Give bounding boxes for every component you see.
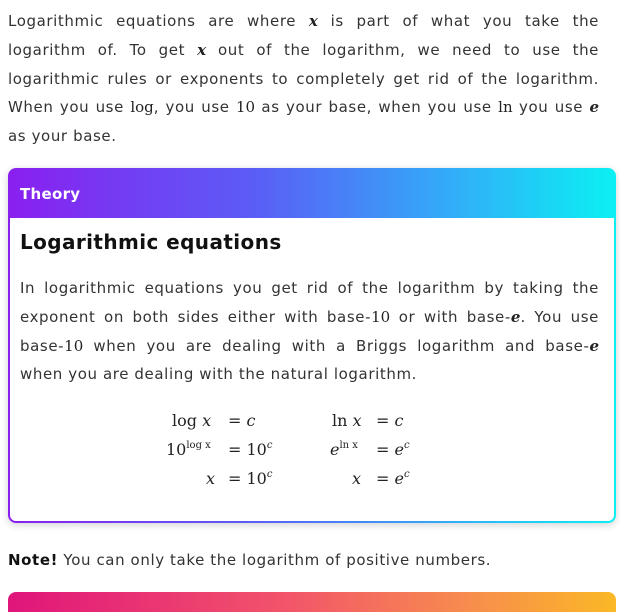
next-card-header <box>8 592 616 612</box>
intro-paragraph <box>8 7 599 151</box>
theory-card-header <box>10 170 614 218</box>
equation-right-3: x <box>352 469 362 488</box>
note-text: You can only take the logarithm of positive numbers. <box>63 551 492 569</box>
theory-text-2: or with base- <box>398 307 511 326</box>
intro-text-7: as your base. <box>8 127 117 146</box>
equation-left-2: $10^{log x}$ <box>166 439 211 459</box>
equation-left-1-rhs: = c <box>228 411 256 430</box>
theory-text-1: In logarithmic equations you get rid of the logarithm by taking the exponent on both sides either with base- <box>20 279 599 326</box>
math-e: e <box>589 336 600 355</box>
theory-text-3: . You use base- <box>20 307 600 355</box>
math-ten: 10 <box>64 336 84 355</box>
theory-card-body <box>10 218 614 521</box>
math-ln: ln <box>498 98 513 117</box>
note-label: Note! <box>8 551 59 569</box>
equation-right-2: $e^{ln x}$ <box>330 439 358 459</box>
equation-right-1-rhs: = c <box>376 411 404 430</box>
intro-text-4: , you use <box>153 98 230 117</box>
note-paragraph <box>8 547 491 573</box>
theory-paragraph <box>20 274 599 389</box>
equation-right-1: ln x <box>332 411 362 430</box>
intro-text-3: out of the logarithm, we need to use the logarithmic rules or exponents to completely get rid of the logarithm. When you use <box>8 40 599 117</box>
equation-left-2-rhs: = 10$^c$ <box>228 439 273 459</box>
theory-text-4: when you are dealing with a Briggs logarithm and base- <box>93 336 590 355</box>
intro-text-5: as your base, when you use <box>261 98 492 117</box>
math-ten: 10 <box>371 307 391 326</box>
intro-text-1: Logarithmic equations are where <box>8 12 297 30</box>
math-x: x <box>308 12 318 30</box>
theory-card <box>8 168 616 523</box>
equation-right-3-rhs: = $e^c$ <box>376 468 410 488</box>
math-ten: 10 <box>235 98 256 117</box>
equation-left-3-rhs: = 10$^c$ <box>228 468 273 488</box>
theory-label: Theory <box>20 185 81 203</box>
equation-right-2-rhs: = $e^c$ <box>376 439 410 459</box>
math-x: x <box>197 40 207 59</box>
math-e: e <box>589 98 599 117</box>
intro-text-6: you use <box>518 98 584 117</box>
theory-text-5: when you are dealing with the natural logarithm. <box>20 365 418 384</box>
math-log: log <box>130 98 154 117</box>
equation-left-3: x <box>206 469 216 488</box>
intro-text-2: is part of what you take the logarithm of. To get <box>8 12 600 59</box>
theory-title: Logarithmic equations <box>20 230 282 254</box>
math-e: e <box>510 307 521 326</box>
equation-left-1: log x <box>172 411 212 430</box>
